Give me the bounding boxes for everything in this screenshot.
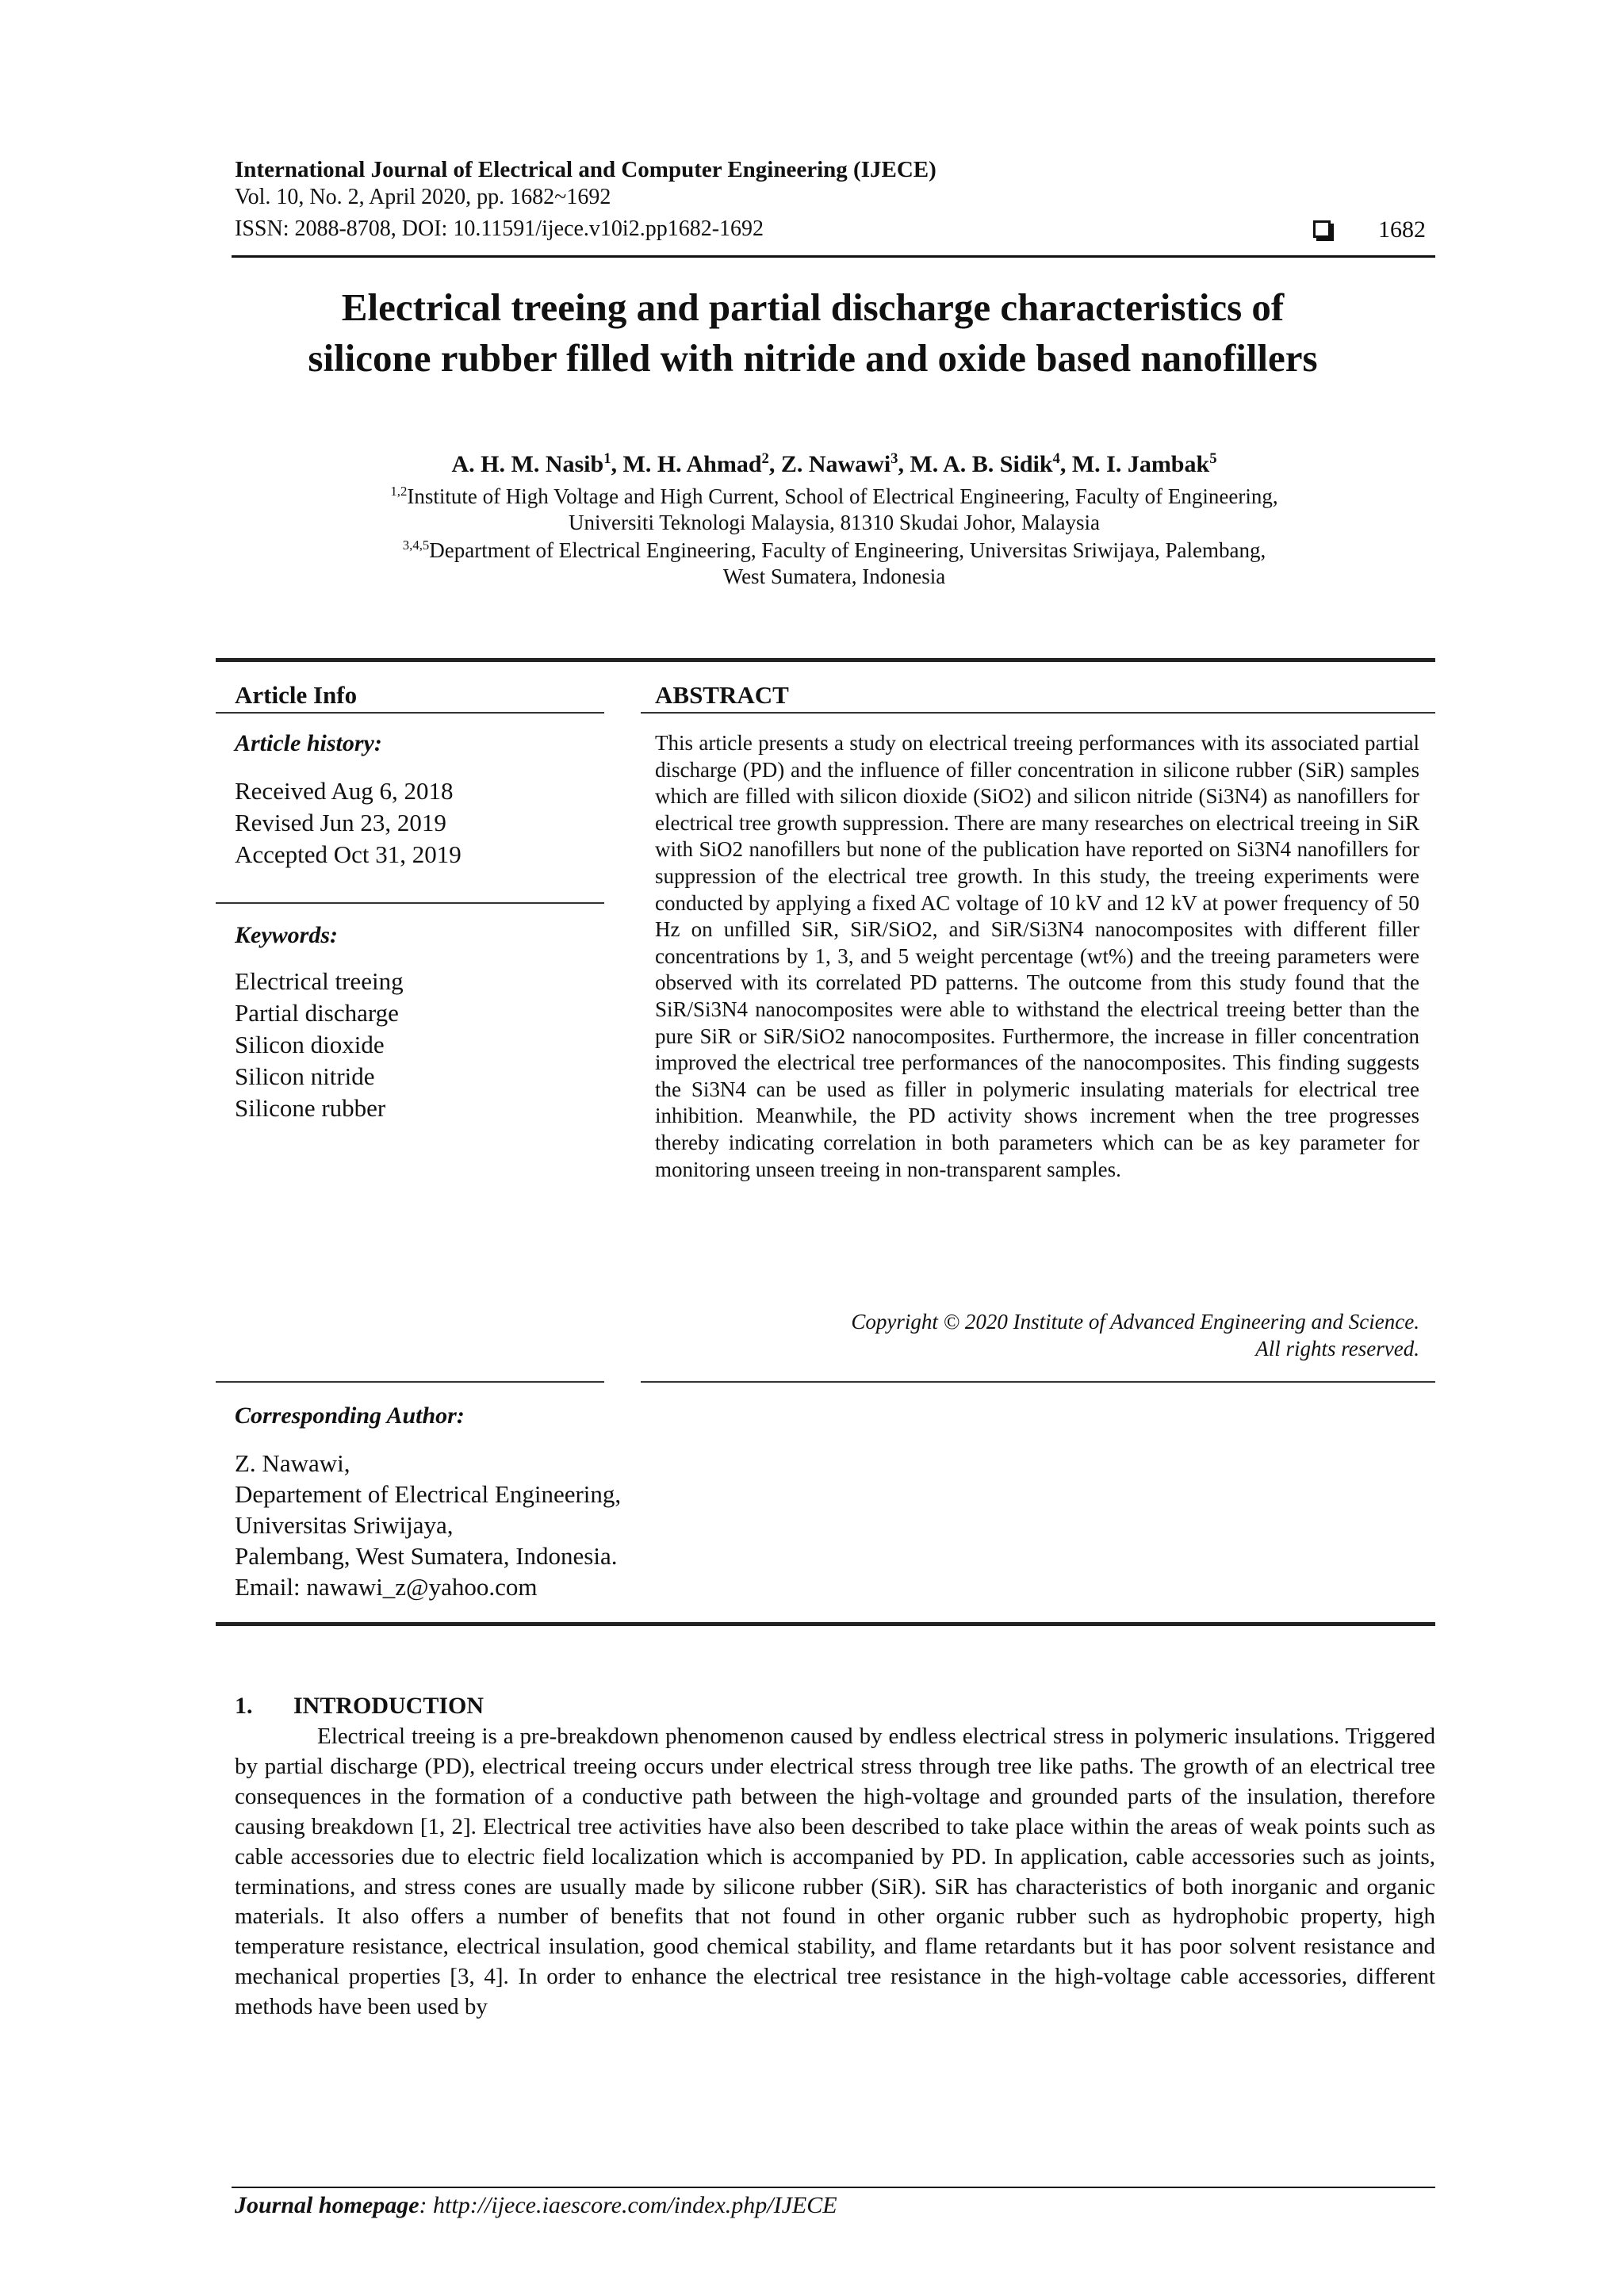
keyword-item: Electrical treeing: [235, 967, 404, 995]
author-sup: 2: [761, 450, 769, 467]
corresponding-author-label: Corresponding Author:: [235, 1402, 465, 1429]
author-sup: 3: [891, 450, 898, 467]
received-date: Received Aug 6, 2018: [235, 777, 454, 805]
author-sup: 1: [603, 450, 611, 467]
info-bottom-rule: [216, 1622, 1435, 1626]
affiliation-line: Universiti Teknologi Malaysia, 81310 Skudai Johor, Malaysia: [569, 511, 1100, 534]
corresponding-email: Email: nawawi_z@yahoo.com: [235, 1573, 538, 1601]
affiliation-line: Department of Electrical Engineering, Faculty of Engineering, Universitas Sriwijaya, Palembang,: [429, 538, 1266, 562]
intro-heading: [235, 1692, 484, 1720]
section-number: 1.: [235, 1693, 253, 1719]
homepage-label: Journal homepage: [235, 2192, 419, 2218]
author-name: Z. Nawawi: [780, 451, 891, 477]
history-rule: [216, 902, 604, 904]
author-sup: 4: [1052, 450, 1060, 467]
abstract-heading: ABSTRACT: [655, 681, 789, 709]
journal-name: International Journal of Electrical and Computer Engineering (IJECE): [235, 157, 936, 182]
intro-paragraph: Electrical treeing is a pre-breakdown phenomenon caused by endless electrical stress in polymeric insulations. Triggered by partial discharge (PD), electrical treeing occurs under electrical stress through tree like paths. The growth of an electrical tree consequences in the formation of a conductive path between the high-voltage and grounded parts of the insulation, therefore causing breakdown [1, 2]. Electrical tree activities have also been described to take place within the areas of weak points such as cable accessories due to electric field localization which is accompanied by PD. In application, cable accessories such as joints, terminations, and stress cones are usually made by silicone rubber (SiR). SiR has characteristics of both inorganic and organic materials. It also offers a number of benefits that not found in other organic rubber such as hydrophobic property, high temperature resistance, electrical insulation, good chemical stability, and flame retardants but it has poor solvent resistance and mechanical properties [3, 4]. In order to enhance the electrical tree resistance in the high-voltage cable accessories, different methods have been used by: [235, 1724, 1435, 2020]
author-name: A. H. M. Nasib: [451, 451, 604, 477]
title-line-2: silicone rubber filled with nitride and oxide based nanofillers: [308, 336, 1318, 380]
article-history: [235, 775, 462, 871]
abstract-bottom-rule: [641, 1381, 1435, 1383]
corresponding-author-details: [235, 1448, 621, 1602]
corresponding-dept: Departement of Electrical Engineering,: [235, 1480, 622, 1508]
article-history-label: Article history:: [235, 730, 382, 756]
revised-date: Revised Jun 23, 2019: [235, 809, 446, 836]
author-list: A. H. M. Nasib$^1$, M. H. Ahmad$^2$, Z. Nawawi$^3$, M. A. B. Sidik$^4$, M. I. Jambak$^5$: [451, 450, 1217, 477]
abstract-rule: [641, 712, 1435, 714]
header-rule: [232, 255, 1435, 258]
affiliation-2: [232, 538, 1437, 590]
journal-homepage: Journal homepage: http://ijece.iaescore.com/index.php/IJECE: [235, 2192, 837, 2218]
affiliation-line: Institute of High Voltage and High Current, School of Electrical Engineering, Faculty of Engineering,: [407, 484, 1278, 508]
article-info-rule: [216, 712, 604, 714]
volume-info: Vol. 10, No. 2, April 2020, pp. 1682~1692: [235, 185, 611, 209]
affiliation-sup: 1,2: [390, 484, 408, 499]
section-title: INTRODUCTION: [293, 1693, 485, 1719]
issn-doi: ISSN: 2088-8708, DOI: 10.11591/ijece.v10i2.pp1682-1692: [235, 216, 764, 241]
keyword-item: Silicone rubber: [235, 1094, 386, 1122]
paper-title: [190, 282, 1435, 384]
author-sup: 5: [1209, 450, 1217, 467]
homepage-url[interactable]: http://ijece.iaescore.com/index.php/IJECE: [433, 2192, 837, 2218]
copyright-line-1: Copyright © 2020 Institute of Advanced Engineering and Science.: [851, 1310, 1419, 1334]
abstract-text: This article presents a study on electrical treeing performances with its associated partial discharge (PD) and the influence of filler concentration in silicone rubber (SiR) samples which are filled with silicon dioxide (SiO2) and silicon nitride (Si3N4) as nanofillers for electrical tree growth suppression. There are many researches on electrical treeing in SiR with SiO2 nanofillers but none of the publication have reported on Si3N4 nanofillers for suppression of the electrical tree growth. In this study, the treeing experiments were conducted by applying a fixed AC voltage of 10 kV and 12 kV at power frequency of 50 Hz on unfilled SiR, SiR/SiO2, and SiR/Si3N4 nanocomposites with different filler concentrations by 1, 3, and 5 weight percentage (wt%) and the treeing parameters were observed with its correlated PD patterns. The outcome from this study found that the SiR/Si3N4 nanocomposites were able to withstand the electrical treeing better than the pure SiR or SiR/SiO2 nanocomposites. Furthermore, the increase in filler concentration improved the electrical tree performances of the nanocomposites. This finding suggests the Si3N4 can be used as filler in polymeric insulating materials for electrical tree inhibition. Meanwhile, the PD activity shows increment when the tree progresses thereby indicating correlation in both parameters which can be as key parameter for monitoring unseen treeing in non-transparent samples.: [655, 731, 1419, 1181]
author-name: M. A. B. Sidik: [910, 451, 1053, 477]
corresponding-city: Palembang, West Sumatera, Indonesia.: [235, 1542, 618, 1570]
affiliation-1: [232, 484, 1437, 536]
author-name: M. I. Jambak: [1071, 451, 1210, 477]
keyword-list: [235, 966, 404, 1124]
affiliation-sup: 3,4,5: [402, 538, 430, 553]
copyright-notice: [655, 1308, 1419, 1362]
author-name: M. H. Ahmad: [622, 451, 762, 477]
title-line-1: Electrical treeing and partial discharge characteristics of: [341, 285, 1285, 329]
page-number: 1682: [1378, 216, 1426, 243]
article-info-heading: Article Info: [235, 681, 358, 709]
accepted-date: Accepted Oct 31, 2019: [235, 840, 462, 868]
square-bullet-icon: [1313, 220, 1331, 238]
info-top-rule: [216, 658, 1435, 662]
keyword-item: Silicon dioxide: [235, 1031, 385, 1058]
corresponding-univ: Universitas Sriwijaya,: [235, 1511, 454, 1539]
keywords-bottom-rule: [216, 1381, 604, 1383]
affiliation-line: West Sumatera, Indonesia: [722, 564, 946, 588]
footer-rule: [232, 2187, 1435, 2188]
corresponding-name: Z. Nawawi,: [235, 1449, 350, 1477]
copyright-line-2: All rights reserved.: [1255, 1337, 1419, 1360]
keyword-item: Silicon nitride: [235, 1062, 375, 1090]
keyword-item: Partial discharge: [235, 999, 399, 1027]
keywords-label: Keywords:: [235, 922, 338, 948]
